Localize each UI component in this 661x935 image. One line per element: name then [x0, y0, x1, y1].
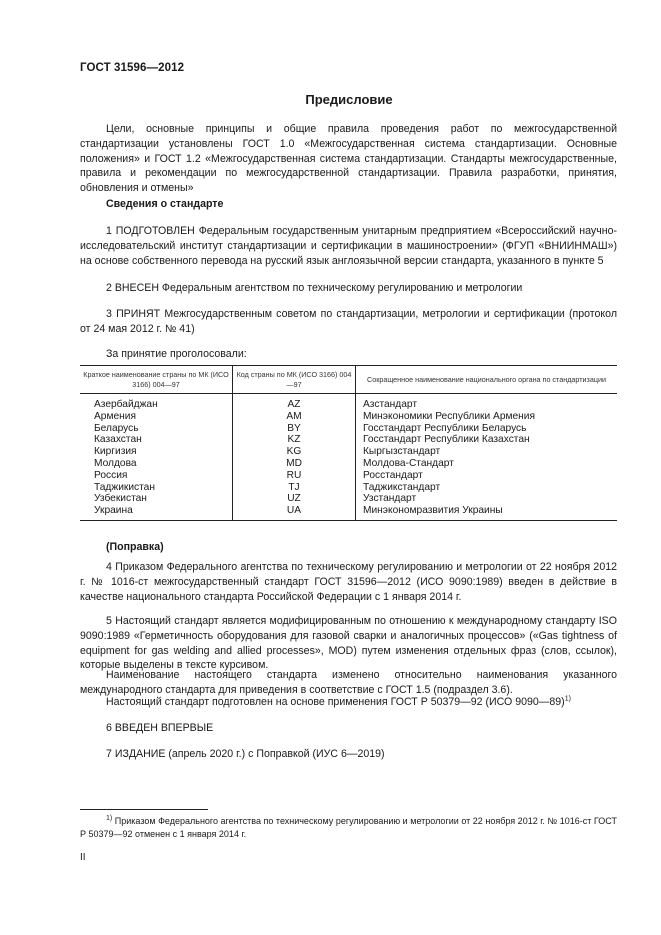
- country-cell: Таджикистан: [94, 481, 155, 493]
- voted-label: За принятие проголосовали:: [106, 348, 247, 360]
- table-header-code: Код страны по МК (ИСО 3166) 004—97: [233, 366, 356, 394]
- code-cell: KG: [233, 446, 356, 458]
- table-row: [80, 434, 617, 446]
- footnote-reference: 1): [564, 695, 571, 703]
- code-cell: RU: [233, 470, 356, 482]
- body-cell: Росстандарт: [356, 470, 618, 482]
- item-5-basis-text: Настоящий стандарт подготовлен на основе применения ГОСТ Р 50379—92 (ИСО 9090—89): [106, 696, 565, 708]
- table-header-country: Краткое наименование страны по МК (ИСО 3166) 004—97: [80, 366, 233, 394]
- body-cell: Минэкономики Республики Армения: [356, 411, 618, 423]
- body-cell: Таджикстандарт: [356, 482, 618, 494]
- footnote: [80, 815, 617, 840]
- table-row: [80, 470, 617, 482]
- table-row: [80, 458, 617, 470]
- table-row: [80, 446, 617, 458]
- country-cell: Армения: [94, 410, 136, 422]
- item-2: 2 ВНЕСЕН Федеральным агентством по техническому регулированию и метрологии: [106, 282, 523, 294]
- table-row: [80, 423, 617, 435]
- body-cell: Узстандарт: [356, 493, 618, 505]
- table-header-row: [80, 366, 617, 394]
- page-title: Предисловие: [305, 92, 393, 107]
- table-row: [80, 505, 617, 520]
- footnote-mark: 1): [106, 815, 113, 822]
- item-6: 6 ВВЕДЕН ВПЕРВЫЕ: [106, 722, 214, 734]
- code-cell: AZ: [233, 394, 356, 411]
- body-cell: Госстандарт Республики Казахстан: [356, 434, 618, 446]
- intro-paragraph: Цели, основные принципы и общие правила проведения работ по межгосударственной стандартизации установлены ГОСТ 1.0 «Межгосударственная система стандартизации. Основные положения» и ГОСТ 1.2 «Межгосударственная система стандартизации. Стандарты межгосударственные, правила и рекомендации по межгосударственной стандартизации. Правила разработки, принятия, обновления и отмены»: [80, 123, 617, 195]
- body-cell: Азстандарт: [356, 394, 618, 411]
- body-cell: Минэкономразвития Украины: [356, 505, 618, 520]
- item-3: 3 ПРИНЯТ Межгосударственным советом по стандартизации, метрологии и сертификации (протокол от 24 мая 2012 г. № 41): [80, 308, 617, 335]
- country-cell: Узбекистан: [94, 493, 147, 505]
- table-row: [80, 493, 617, 505]
- document-header: ГОСТ 31596—2012: [80, 62, 185, 74]
- footnote-divider: [80, 809, 208, 810]
- country-cell: Азербайджан: [94, 399, 158, 410]
- code-cell: TJ: [233, 482, 356, 494]
- footnote-text: Приказом Федерального агентства по техническому регулированию и метрологии от 22 ноября 2012 г. № 1016-ст ГОСТ Р 50379—92 отменен с 1 января 2014 г.: [80, 816, 617, 839]
- info-heading: Сведения о стандарте: [106, 198, 224, 210]
- country-cell: Беларусь: [94, 422, 139, 434]
- table-header-body: Сокращенное наименование национального органа по стандартизации: [356, 366, 618, 394]
- country-cell: Киргизия: [94, 446, 137, 458]
- code-cell: UZ: [233, 493, 356, 505]
- country-cell: Украина: [80, 505, 233, 520]
- code-cell: MD: [233, 458, 356, 470]
- item-5-basis-note: [80, 695, 617, 710]
- country-cell: Казахстан: [94, 434, 142, 446]
- item-4: 4 Приказом Федерального агентства по техническому регулированию и метрологии от 22 ноября 2012 г. № 1016-ст межгосударственный стандарт ГОСТ 31596—2012 (ИСО 9090:1989) введен в действие в качестве национального стандарта Российской Федерации с 1 января 2014 г.: [80, 561, 617, 603]
- item-5-name-note: Наименование настоящего стандарта изменено относительно наименования указанного международного стандарта для приведения в соответствие с ГОСТ 1.5 (подраздел 3.6).: [80, 669, 617, 696]
- voting-table: [80, 365, 617, 521]
- table-row: [80, 482, 617, 494]
- table-row: [80, 411, 617, 423]
- code-cell: KZ: [233, 434, 356, 446]
- amendment-heading: (Поправка): [106, 541, 164, 553]
- item-5-paragraph: 5 Настоящий стандарт является модифицированным по отношению к международному стандарту ISO 9090:1989 «Герметичность оборудования для газовой сварки и аналогичных процессов» («Gas tightness of equipment for gas welding and allied processes», MOD) путем изменения отдельных фраз (слов, ссылок), которые выделены в тексте курсивом.: [80, 615, 617, 672]
- item-1: 1 ПОДГОТОВЛЕН Федеральным государственным унитарным предприятием «Всероссийский научно-исследовательский институт стандартизации и сертификации в машиностроении» (ФГУП «ВНИИНМАШ») на основе собственного перевода на русский язык англоязычной версии стандарта, указанного в пункте 5: [80, 225, 617, 267]
- table-row: [80, 394, 617, 411]
- body-cell: Кыргызстандарт: [356, 446, 618, 458]
- country-cell: Россия: [94, 469, 128, 481]
- body-cell: Молдова-Стандарт: [356, 458, 618, 470]
- page-number: II: [80, 852, 86, 863]
- item-7: 7 ИЗДАНИЕ (апрель 2020 г.) с Поправкой (ИУС 6—2019): [106, 748, 385, 760]
- code-cell: BY: [233, 423, 356, 435]
- country-cell: Молдова: [94, 457, 137, 469]
- code-cell: UA: [233, 505, 356, 520]
- code-cell: AM: [233, 411, 356, 423]
- body-cell: Госстандарт Республики Беларусь: [356, 423, 618, 435]
